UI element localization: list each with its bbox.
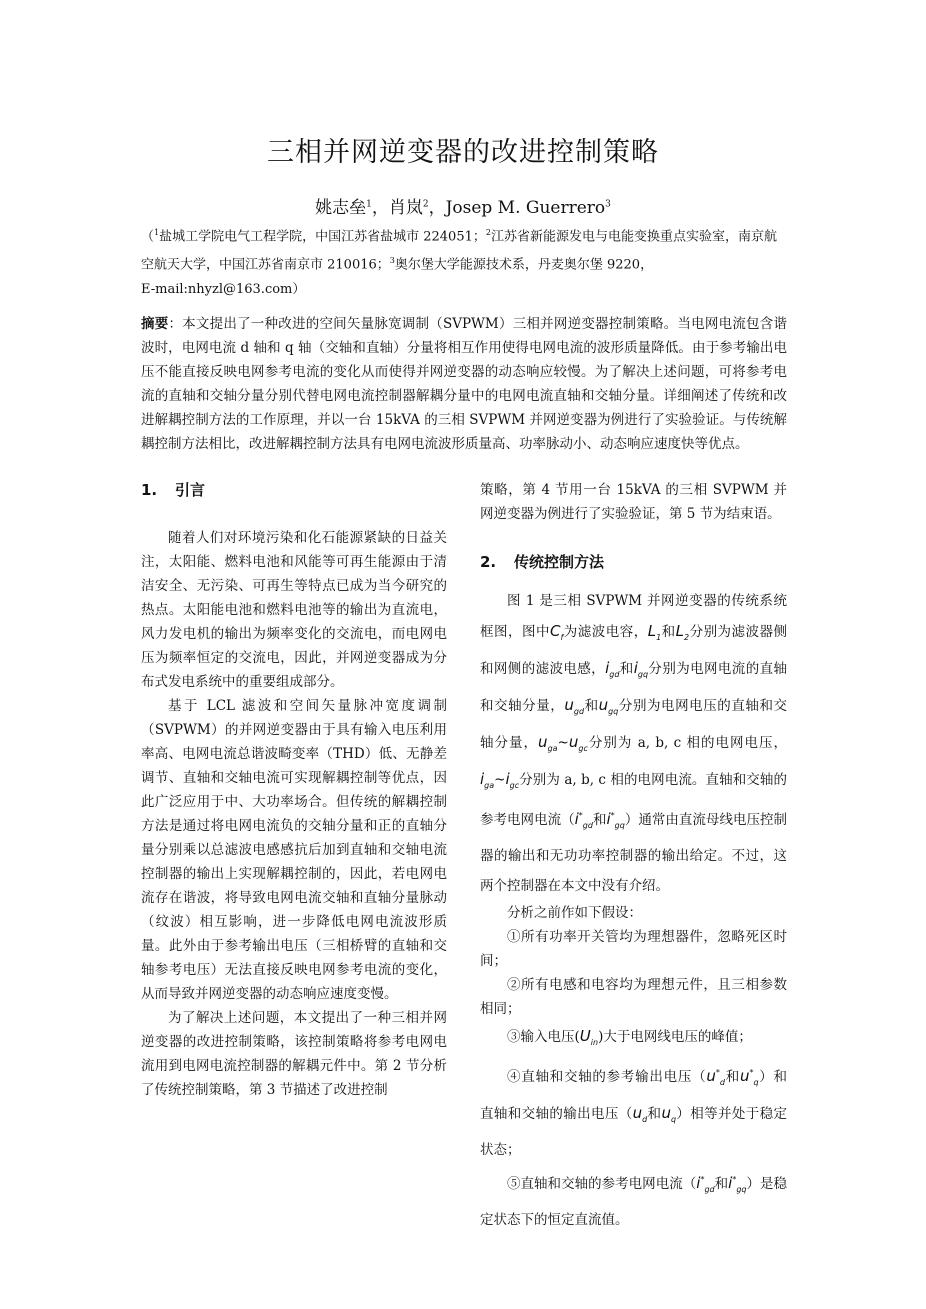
text-run: 和 bbox=[584, 698, 599, 714]
affil-1: 盐城工学院电气工程学院，中国江苏省盐城市 224051； bbox=[159, 229, 486, 245]
paper-title: 三相并网逆变器的改进控制策略 bbox=[267, 137, 659, 168]
symbol-ugd: $u_{gd}$ bbox=[564, 696, 585, 716]
text-run: ）和直轴和交轴的输出电压（ bbox=[480, 1069, 788, 1122]
author-separator: ， bbox=[371, 198, 389, 218]
text-run: ）通常由直流母线电压控制器的输出和无功功率控制器的输出给定。不过，这两个控制器在本文中没有介绍。 bbox=[480, 812, 788, 894]
text-run: 和 bbox=[724, 1069, 740, 1085]
section-1-paragraph-1: 随着人们对环境污染和化石能源紧缺的日益关注，太阳能、燃料电池和风能等可再生能源由于清洁安全、无污染、可再生等特点已成为当今研究的热点。太阳能电池和燃料电池等的输出为直流电，风力发电机的输出为频率变化的交流电，而电网电压为频率恒定的交流电，因此，并网逆变器成为分布式发电系统中的重要组成部分。 bbox=[141, 530, 447, 690]
contact-email: E-mail:nhyzl@163.com） bbox=[141, 281, 306, 297]
symbol-L2: $L_2$ bbox=[675, 622, 690, 642]
assumption-2: ②所有电感和电容均为理想元件，且三相参数相同； bbox=[480, 977, 787, 1017]
symbol-igq-ref: $i^*_{gq}$ bbox=[606, 810, 625, 830]
symbol-iga: $i_{ga}$ bbox=[480, 770, 495, 790]
text-run: 和 bbox=[661, 624, 676, 640]
text-run: 和 bbox=[714, 1176, 729, 1192]
text-run: )大于电网线电压的峰值； bbox=[598, 1029, 752, 1045]
affil-open-paren: （ bbox=[141, 229, 155, 245]
assumption-1: ①所有功率开关管均为理想器件，忽略死区时间； bbox=[480, 929, 787, 969]
symbol-igd-ref: $i^*_{gd}$ bbox=[696, 1174, 715, 1194]
symbol-igq: $i_{gq}$ bbox=[633, 659, 649, 679]
symbol-uq-ref: $u^*_q$ bbox=[739, 1067, 759, 1087]
author-separator: ， bbox=[428, 198, 446, 218]
symbol-L1: $L_1$ bbox=[647, 622, 662, 642]
tilde: ~ bbox=[494, 772, 506, 788]
section-1-continuation: 策略，第 4 节用一台 15kVA 的三相 SVPWM 并网逆变器为例进行了实验验证，第 5 节为结束语。 bbox=[480, 482, 787, 522]
text-run: 图 1 是三相 SVPWM 并网逆变器的传统系统框图，图中 bbox=[480, 593, 787, 640]
text-run: 分别为 a, b, c 相的电网电压， bbox=[587, 735, 788, 751]
text-run: ④直轴和交轴的参考输出电压（ bbox=[507, 1069, 707, 1085]
author-2-affil-mark: 2 bbox=[422, 199, 429, 210]
section-2-title: 传统控制方法 bbox=[514, 553, 605, 571]
assumption-3 bbox=[480, 1021, 787, 1058]
abstract-label: 摘要 bbox=[141, 316, 169, 332]
symbol-igc: $i_{gc}$ bbox=[505, 770, 520, 790]
symbol-uga: $u_{ga}$ bbox=[538, 733, 558, 753]
section-2-number: 2. bbox=[480, 553, 497, 571]
section-1-paragraph-3: 为了解决上述问题，本文提出了一种三相并网逆变器的改进控制策略，该控制策略将参考电网电流用到电网电流控制器的解耦元件中。第 2 节分析了传统控制策略，第 3 节描述了改进控制 bbox=[141, 1010, 447, 1098]
assumption-5 bbox=[480, 1165, 787, 1235]
text-run: ）是稳定状态下的恒定直流值。 bbox=[480, 1176, 788, 1228]
author-1: 姚志垒 bbox=[315, 198, 367, 218]
author-2: 肖岚 bbox=[388, 198, 423, 218]
text-run: 分别为电网电流的直轴和交轴分量， bbox=[480, 661, 788, 714]
symbol-igq-ref: $i^*_{gq}$ bbox=[728, 1174, 747, 1194]
text-run: ）相等并处于稳定状态； bbox=[480, 1106, 788, 1158]
text-run: 分别为滤波器侧和网侧的滤波电感， bbox=[480, 624, 788, 677]
symbol-Uin: $U_{in}$ bbox=[579, 1027, 599, 1047]
assumptions-intro: 分析之前作如下假设： bbox=[507, 905, 642, 921]
symbol-ugq: $u_{gq}$ bbox=[598, 696, 619, 716]
section-1-paragraph-2: 基于 LCL 滤波和空间矢量脉冲宽度调制（SVPWM）的并网逆变器由于具有输入电压利用率高、电网电流总谐波畸变率（THD）低、无静差调节、直轴和交轴电流可实现解耦控制等优点，因此广泛应用于中、大功率场合。但传统的解耦控制方法是通过将电网电流负的交轴分量和正的直轴分量分别乘以总滤波电感感抗后加到直轴和交轴电流控制器的输出上实现解耦控制的，因此，若电网电流存在谐波，将导致电网电流交轴和直轴分量脉动（纹波）相互影响，进一步降低电网电流波形质量。此外由于参考输出电压（三相桥臂的直轴和交轴参考电压）无法直接反映电网参考电流的变化，从而导致并网逆变器的动态响应速度变慢。 bbox=[141, 698, 447, 1002]
text-run: ③输入电压( bbox=[507, 1029, 580, 1045]
symbol-ugc: $u_{gc}$ bbox=[568, 733, 588, 753]
text-run: 分别为 a, b, c 相的电网电流。直轴和交轴的参考电网电流（ bbox=[480, 772, 787, 828]
section-2-paragraph-1 bbox=[480, 586, 787, 901]
text-run: 和 bbox=[647, 1106, 662, 1122]
right-column bbox=[480, 478, 787, 1235]
affil-1-mark: 1 bbox=[154, 228, 160, 237]
author-3: Josep M. Guerrero bbox=[445, 198, 606, 218]
symbol-uq: $u_q$ bbox=[661, 1104, 677, 1124]
text-run: 和 bbox=[592, 812, 607, 828]
symbol-ud-ref: $u^*_d$ bbox=[706, 1067, 725, 1087]
symbol-igd: $i_{gd}$ bbox=[605, 659, 620, 679]
assumption-4 bbox=[480, 1058, 787, 1165]
author-line bbox=[0, 193, 926, 218]
affiliations bbox=[141, 221, 787, 302]
section-1-title: 引言 bbox=[175, 481, 206, 499]
section-1-number: 1. bbox=[141, 481, 158, 499]
affil-3: 奥尔堡大学能源技术系，丹麦奥尔堡 9220， bbox=[394, 257, 654, 273]
left-column bbox=[141, 478, 447, 1102]
symbol-ud: $u_d$ bbox=[632, 1104, 648, 1124]
symbol-Cf: $C_f$ bbox=[549, 622, 564, 642]
text-run: ⑤直轴和交轴的参考电网电流（ bbox=[507, 1176, 697, 1192]
affil-2-mark: 2 bbox=[485, 228, 491, 237]
affil-3-mark: 3 bbox=[389, 256, 395, 266]
author-1-affil-mark: 1 bbox=[366, 199, 372, 210]
tilde: ~ bbox=[557, 735, 569, 751]
abstract bbox=[141, 312, 787, 456]
symbol-igd-ref: $i^*_{gd}$ bbox=[574, 810, 593, 830]
affil-2: 江苏省新能源发电与电能变换重点实验室，南京航空航天大学，中国江苏省南京市 210016； bbox=[141, 229, 777, 273]
text-run: 和 bbox=[619, 661, 634, 677]
author-3-affil-mark: 3 bbox=[605, 199, 611, 210]
section-2-heading bbox=[480, 550, 787, 574]
text-run: 分别为电网电压的直轴和交轴分量， bbox=[480, 698, 788, 751]
abstract-text: ：本文提出了一种改进的空间矢量脉宽调制（SVPWM）三相并网逆变器控制策略。当电网电流包含谐波时，电网电流 d 轴和 q 轴（交轴和直轴）分量将相互作用使得电网电流的波形质量降低。由于参考输出电压不能直接反映电网参考电流的变化从而使得并网逆变器的动态响应较慢。为了解决上述问题，可将参考电流的直轴和交轴分量分别代替电网电流控制器解耦分量中的电网电流直轴和交轴分量。详细阐述了传统和改进解耦控制方法的工作原理，并以一台 15kVA 的三相 SVPWM 并网逆变器为例进行了实验验证。与传统解耦控制方法相比，改进解耦控制方法具有电网电流波形质量高、功率脉动小、动态响应速度快等优点。 bbox=[141, 316, 787, 452]
section-1-heading bbox=[141, 478, 447, 502]
text-run: 为滤波电容， bbox=[563, 624, 648, 640]
